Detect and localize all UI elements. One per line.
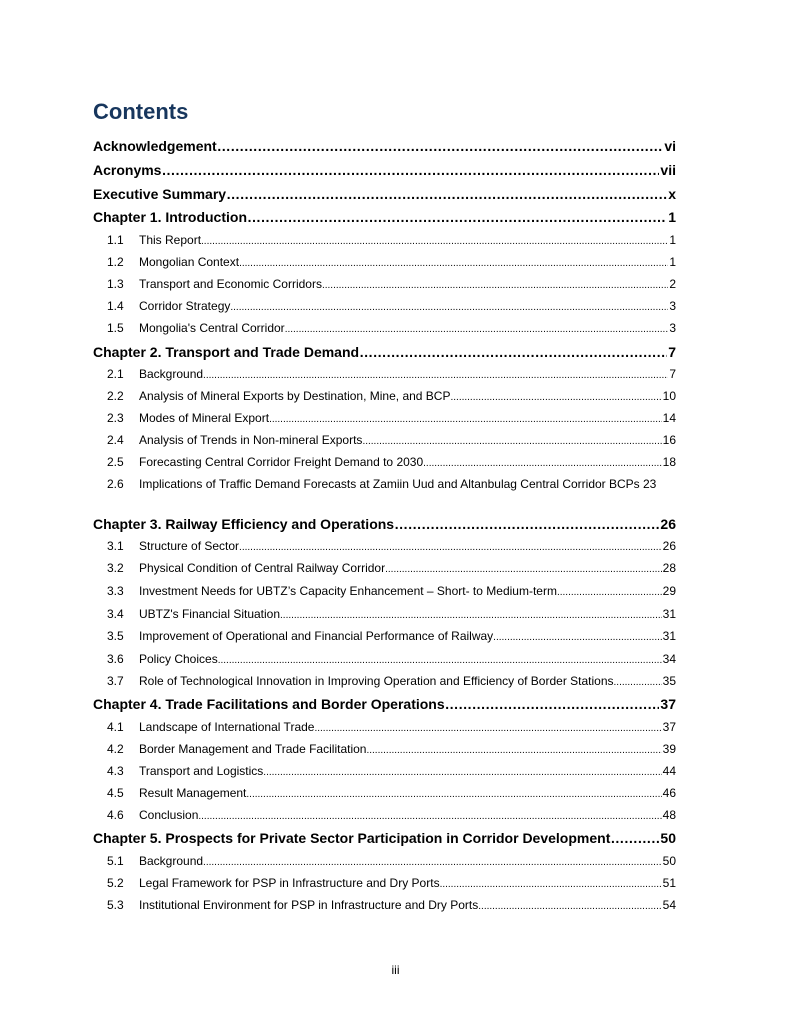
toc-entry-page: 35 [662, 674, 676, 688]
toc-entry-page: 31 [662, 629, 676, 643]
dot-leader [201, 233, 668, 247]
toc-entry-page: 1 [668, 209, 676, 225]
toc-entry-number: 4.6 [107, 808, 124, 822]
toc-entry-acronyms[interactable] [93, 162, 676, 178]
toc-entry-3-3[interactable] [107, 584, 676, 598]
toc-entry-number: 3.1 [107, 539, 124, 553]
toc-entry-label: Forecasting Central Corridor Freight Demand to 2030 [139, 455, 424, 469]
toc-entry-label: UBTZ's Financial Situation [139, 607, 281, 621]
toc-entry-number: 5.1 [107, 854, 124, 868]
toc-entry-label: Background [139, 367, 204, 381]
toc-entry-acknowledgement[interactable] [93, 138, 676, 154]
toc-entry-label: Improvement of Operational and Financial Performance of Railway [139, 629, 494, 643]
toc-entry-5-1[interactable] [107, 854, 676, 868]
toc-entry-number: 2.6 [107, 477, 124, 491]
toc-entry-1-1[interactable] [107, 233, 676, 247]
toc-entry-label: Landscape of International Trade [139, 720, 315, 734]
dot-leader [217, 138, 664, 154]
dot-leader [385, 561, 662, 575]
toc-entry-2-3[interactable] [107, 411, 676, 425]
toc-entry-label: Conclusion [139, 808, 199, 822]
dot-leader [366, 742, 661, 756]
dot-leader [203, 854, 662, 868]
toc-entry-page: 26 [660, 516, 676, 532]
toc-entry-number: 5.3 [107, 898, 124, 912]
dot-leader [161, 162, 659, 178]
toc-entry-label: Policy Choices [139, 652, 218, 666]
dot-leader [230, 299, 668, 313]
dot-leader [239, 255, 668, 269]
toc-entry-3-7[interactable] [107, 674, 676, 688]
toc-entry-number: 4.2 [107, 742, 124, 756]
dot-leader [285, 321, 669, 335]
toc-entry-page: 31 [662, 607, 676, 621]
dot-leader [445, 696, 660, 712]
dot-leader [218, 652, 662, 666]
toc-entry-page: 29 [662, 584, 676, 598]
toc-entry-label: Institutional Environment for PSP in Infrastructure and Dry Ports [139, 898, 479, 912]
dot-leader [246, 786, 661, 800]
toc-entry-number: 1.4 [107, 299, 124, 313]
toc-entry-page: vi [664, 138, 676, 154]
footer-page-number: iii [391, 963, 400, 977]
toc-entry-label: Acronyms [93, 162, 162, 178]
toc-entry-1-4[interactable] [107, 299, 676, 313]
toc-entry-label: This Report [139, 233, 202, 247]
toc-entry-label: Mongolia's Central Corridor [139, 321, 285, 335]
toc-entry-page: 54 [662, 898, 676, 912]
toc-entry-4-5[interactable] [107, 786, 676, 800]
dot-leader [322, 277, 668, 291]
toc-entry-page: 26 [662, 539, 676, 553]
toc-entry-2-6[interactable] [107, 477, 676, 492]
toc-entry-3-2[interactable] [107, 561, 676, 575]
toc-entry-label: Investment Needs for UBTZ’s Capacity Enhancement – Short- to Medium-term [139, 584, 557, 598]
toc-entry-3-6[interactable] [107, 652, 676, 666]
toc-entry-label: Structure of Sector [139, 539, 240, 553]
dot-leader [394, 516, 659, 532]
toc-entry-label: Border Management and Trade Facilitation [139, 742, 367, 756]
toc-entry-number: 2.4 [107, 433, 124, 447]
toc-entry-label: Analysis of Trends in Non-mineral Exports [139, 433, 363, 447]
toc-entry-label: Physical Condition of Central Railway Corridor [139, 561, 386, 575]
toc-entry-2-5[interactable] [107, 455, 676, 469]
toc-entry-number: 2.3 [107, 411, 124, 425]
toc-entry-label: Background [139, 854, 204, 868]
dot-leader [239, 539, 662, 553]
toc-entry-number: 2.5 [107, 455, 124, 469]
dot-leader [280, 607, 662, 621]
toc-entry-number: 3.5 [107, 629, 124, 643]
toc-entry-page: 16 [662, 433, 676, 447]
dot-leader [450, 389, 661, 403]
toc-entry-page: 28 [662, 561, 676, 575]
dot-leader [614, 674, 662, 688]
toc-entry-page: 1 [669, 255, 676, 269]
toc-entry-2-4[interactable] [107, 433, 676, 447]
toc-entry-1-3[interactable] [107, 277, 676, 291]
toc-entry-page: 10 [662, 389, 676, 403]
toc-entry-page: 1 [669, 233, 676, 247]
toc-entry-label: Implications of Traffic Demand Forecasts at Zamiin Uud and Altanbulag Central Corridor BCPs 23 [139, 477, 657, 491]
toc-entry-page: 48 [662, 808, 676, 822]
dot-leader [359, 344, 667, 360]
toc-entry-page: vii [660, 162, 676, 178]
dot-leader [423, 455, 662, 469]
toc-entry-page: 3 [669, 299, 676, 313]
toc-entry-5-2[interactable] [107, 876, 676, 890]
toc-entry-1-2[interactable] [107, 255, 676, 269]
toc-entry-page: x [668, 186, 676, 202]
toc-entry-label: Transport and Economic Corridors [139, 277, 322, 291]
dot-leader [314, 720, 661, 734]
toc-entry-4-1[interactable] [107, 720, 676, 734]
toc-entry-page: 18 [662, 455, 676, 469]
dot-leader [263, 764, 661, 778]
toc-entry-page: 2 [669, 277, 676, 291]
dot-leader [226, 186, 667, 202]
toc-entry-number: 3.6 [107, 652, 124, 666]
toc-entry-chapter-1[interactable] [93, 209, 676, 225]
toc-entry-label: Acknowledgement [93, 138, 217, 154]
toc-entry-1-5[interactable] [107, 321, 676, 335]
toc-entry-chapter-2[interactable] [93, 344, 676, 360]
dot-leader [198, 808, 661, 822]
toc-entry-number: 3.2 [107, 561, 124, 575]
toc-entry-number: 1.3 [107, 277, 124, 291]
toc-entry-number: 3.7 [107, 674, 124, 688]
toc-entry-label: Analysis of Mineral Exports by Destination, Mine, and BCP [139, 389, 451, 403]
dot-leader [610, 830, 659, 846]
toc-entry-4-3[interactable] [107, 764, 676, 778]
toc-entry-number: 3.3 [107, 584, 124, 598]
toc-entry-label: Corridor Strategy [139, 299, 231, 313]
toc-entry-chapter-3[interactable] [93, 516, 676, 532]
toc-entry-label: Chapter 3. Railway Efficiency and Operations [93, 516, 395, 532]
toc-entry-number: 4.1 [107, 720, 124, 734]
toc-entry-label: Chapter 4. Trade Facilitations and Border Operations [93, 696, 445, 712]
toc-entry-3-5[interactable] [107, 629, 676, 643]
dot-leader [478, 898, 661, 912]
toc-entry-number: 3.4 [107, 607, 124, 621]
toc-entry-number: 1.5 [107, 321, 124, 335]
toc-entry-3-1[interactable] [107, 539, 676, 553]
toc-entry-label: Result Management [139, 786, 247, 800]
toc-entry-page: 3 [669, 321, 676, 335]
toc-entry-5-3[interactable] [107, 898, 676, 912]
toc-entry-page: 50 [662, 854, 676, 868]
toc-entry-page: 51 [662, 876, 676, 890]
toc-entry-number: 1.1 [107, 233, 124, 247]
dot-leader [440, 876, 662, 890]
toc-entry-number: 2.1 [107, 367, 124, 381]
toc-entry-label: Mongolian Context [139, 255, 240, 269]
toc-entry-label: Role of Technological Innovation in Improving Operation and Efficiency of Border Stations [139, 674, 614, 688]
page-title: Contents [93, 99, 189, 124]
dot-leader [247, 209, 667, 225]
toc-entry-page: 37 [662, 720, 676, 734]
toc-entry-page: 46 [662, 786, 676, 800]
toc-entry-number: 4.3 [107, 764, 124, 778]
toc-entry-label: Legal Framework for PSP in Infrastructure and Dry Ports [139, 876, 440, 890]
toc-entry-chapter-5[interactable] [93, 830, 676, 846]
dot-leader [203, 367, 668, 381]
toc-entry-page: 50 [660, 830, 676, 846]
toc-entry-number: 5.2 [107, 876, 124, 890]
toc-entry-page: 7 [669, 367, 676, 381]
toc-entry-page: 39 [662, 742, 676, 756]
dot-leader [493, 629, 661, 643]
toc-entry-2-2[interactable] [107, 389, 676, 403]
toc-entry-2-1[interactable] [107, 367, 676, 381]
toc-entry-chapter-4[interactable] [93, 696, 676, 712]
toc-entry-3-4[interactable] [107, 607, 676, 621]
toc-entry-number: 2.2 [107, 389, 124, 403]
toc-entry-label: Transport and Logistics [139, 764, 264, 778]
toc-entry-page: 34 [662, 652, 676, 666]
toc-entry-page: 14 [662, 411, 676, 425]
toc-entry-4-2[interactable] [107, 742, 676, 756]
toc-entry-label: Chapter 2. Transport and Trade Demand [93, 344, 360, 360]
toc-entry-label: Chapter 1. Introduction [93, 209, 247, 225]
toc-entry-page: 44 [662, 764, 676, 778]
toc-entry-page: 37 [660, 696, 676, 712]
toc-entry-4-6[interactable] [107, 808, 676, 822]
toc-entry-page: 7 [668, 344, 676, 360]
toc-entry-number: 4.5 [107, 786, 124, 800]
toc-entry-number: 1.2 [107, 255, 124, 269]
dot-leader [362, 433, 661, 447]
dot-leader [557, 584, 662, 598]
toc-entry-label: Executive Summary [93, 186, 227, 202]
dot-leader [269, 411, 662, 425]
toc-entry-label: Chapter 5. Prospects for Private Sector Participation in Corridor Development [93, 830, 611, 846]
toc-entry-label: Modes of Mineral Export [139, 411, 270, 425]
toc-entry-executive-summary[interactable] [93, 186, 676, 202]
